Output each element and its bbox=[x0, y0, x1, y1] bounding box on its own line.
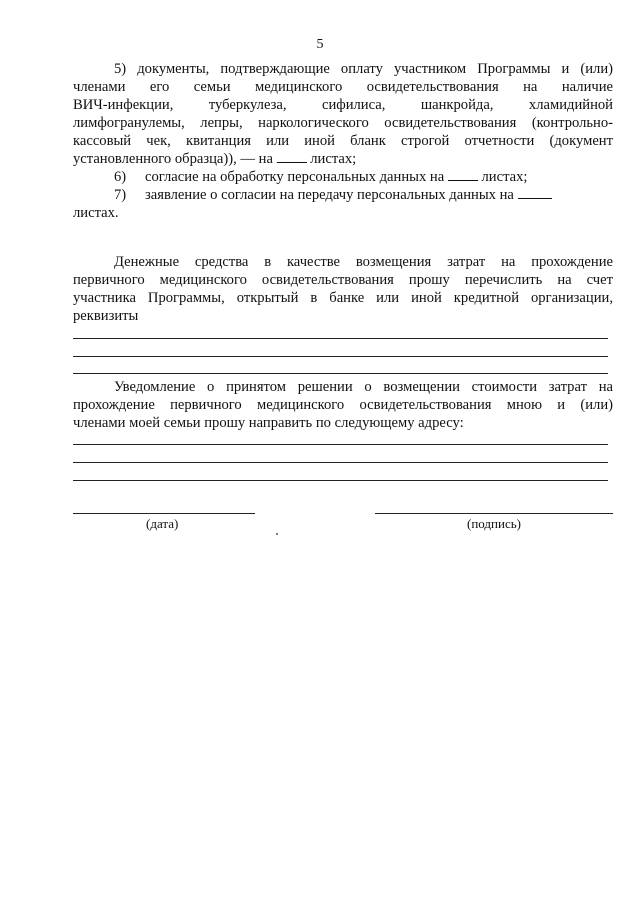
date-line[interactable] bbox=[73, 513, 255, 514]
address-line-1[interactable] bbox=[73, 444, 608, 445]
requisites-line-1[interactable] bbox=[73, 338, 608, 339]
notice-line-2: прохождение первичного медицинского освидетельствования мною и (или) bbox=[73, 397, 613, 413]
item6-number: 6) bbox=[114, 169, 127, 185]
address-line-3[interactable] bbox=[73, 480, 608, 481]
item5-last-text: установленного образца)), — на bbox=[73, 151, 273, 167]
item7-continuation: листах. bbox=[73, 205, 119, 221]
item5-line-1: 5) документы, подтверждающие оплату участником Программы и (или) bbox=[114, 61, 613, 77]
item7-text: заявление о согласии на передачу персональных данных на bbox=[145, 187, 514, 203]
item5-pages-blank bbox=[277, 150, 307, 163]
date-label: (дата) bbox=[146, 516, 179, 531]
item7-number: 7) bbox=[114, 187, 127, 203]
address-line-2[interactable] bbox=[73, 462, 608, 463]
item6 bbox=[73, 168, 613, 186]
notice-line-1: Уведомление о принятом решении о возмещении стоимости затрат на bbox=[114, 379, 613, 395]
item5-line-2: членами его семьи медицинского освидетельствования на наличие bbox=[73, 79, 613, 95]
item5-line-5: кассовый чек, квитанция или иной бланк строгой отчетности (документ bbox=[73, 133, 613, 149]
money-line-2: первичного медицинского освидетельствования прошу перечислить на счет bbox=[73, 272, 613, 288]
item5-line-6 bbox=[73, 150, 613, 168]
page-number: 5 bbox=[316, 37, 324, 52]
item6-suffix: листах; bbox=[481, 169, 528, 185]
notice-line-3: членами моей семьи прошу направить по следующему адресу: bbox=[73, 415, 464, 431]
item6-pages-blank bbox=[448, 168, 478, 181]
item6-text: согласие на обработку персональных данных на bbox=[145, 169, 445, 185]
item7-pages-blank bbox=[518, 186, 552, 199]
scan-speck bbox=[276, 533, 278, 535]
signature-line[interactable] bbox=[375, 513, 613, 514]
item7 bbox=[73, 186, 613, 204]
requisites-line-2[interactable] bbox=[73, 356, 608, 357]
money-line-3: участника Программы, открытый в банке или иной кредитной организации, bbox=[73, 290, 613, 306]
money-line-1: Денежные средства в качестве возмещения затрат на прохождение bbox=[114, 254, 613, 270]
item5-line-4: лимфогранулемы, лепры, наркологического освидетельствования (контрольно- bbox=[73, 115, 613, 131]
money-line-4: реквизиты bbox=[73, 308, 139, 324]
item5-line-3: ВИЧ-инфекции, туберкулеза, сифилиса, шанкройда, хламидийной bbox=[73, 97, 613, 113]
requisites-line-3[interactable] bbox=[73, 373, 608, 374]
item5-last-suffix: листах; bbox=[310, 151, 357, 167]
signature-label: (подпись) bbox=[467, 516, 521, 531]
